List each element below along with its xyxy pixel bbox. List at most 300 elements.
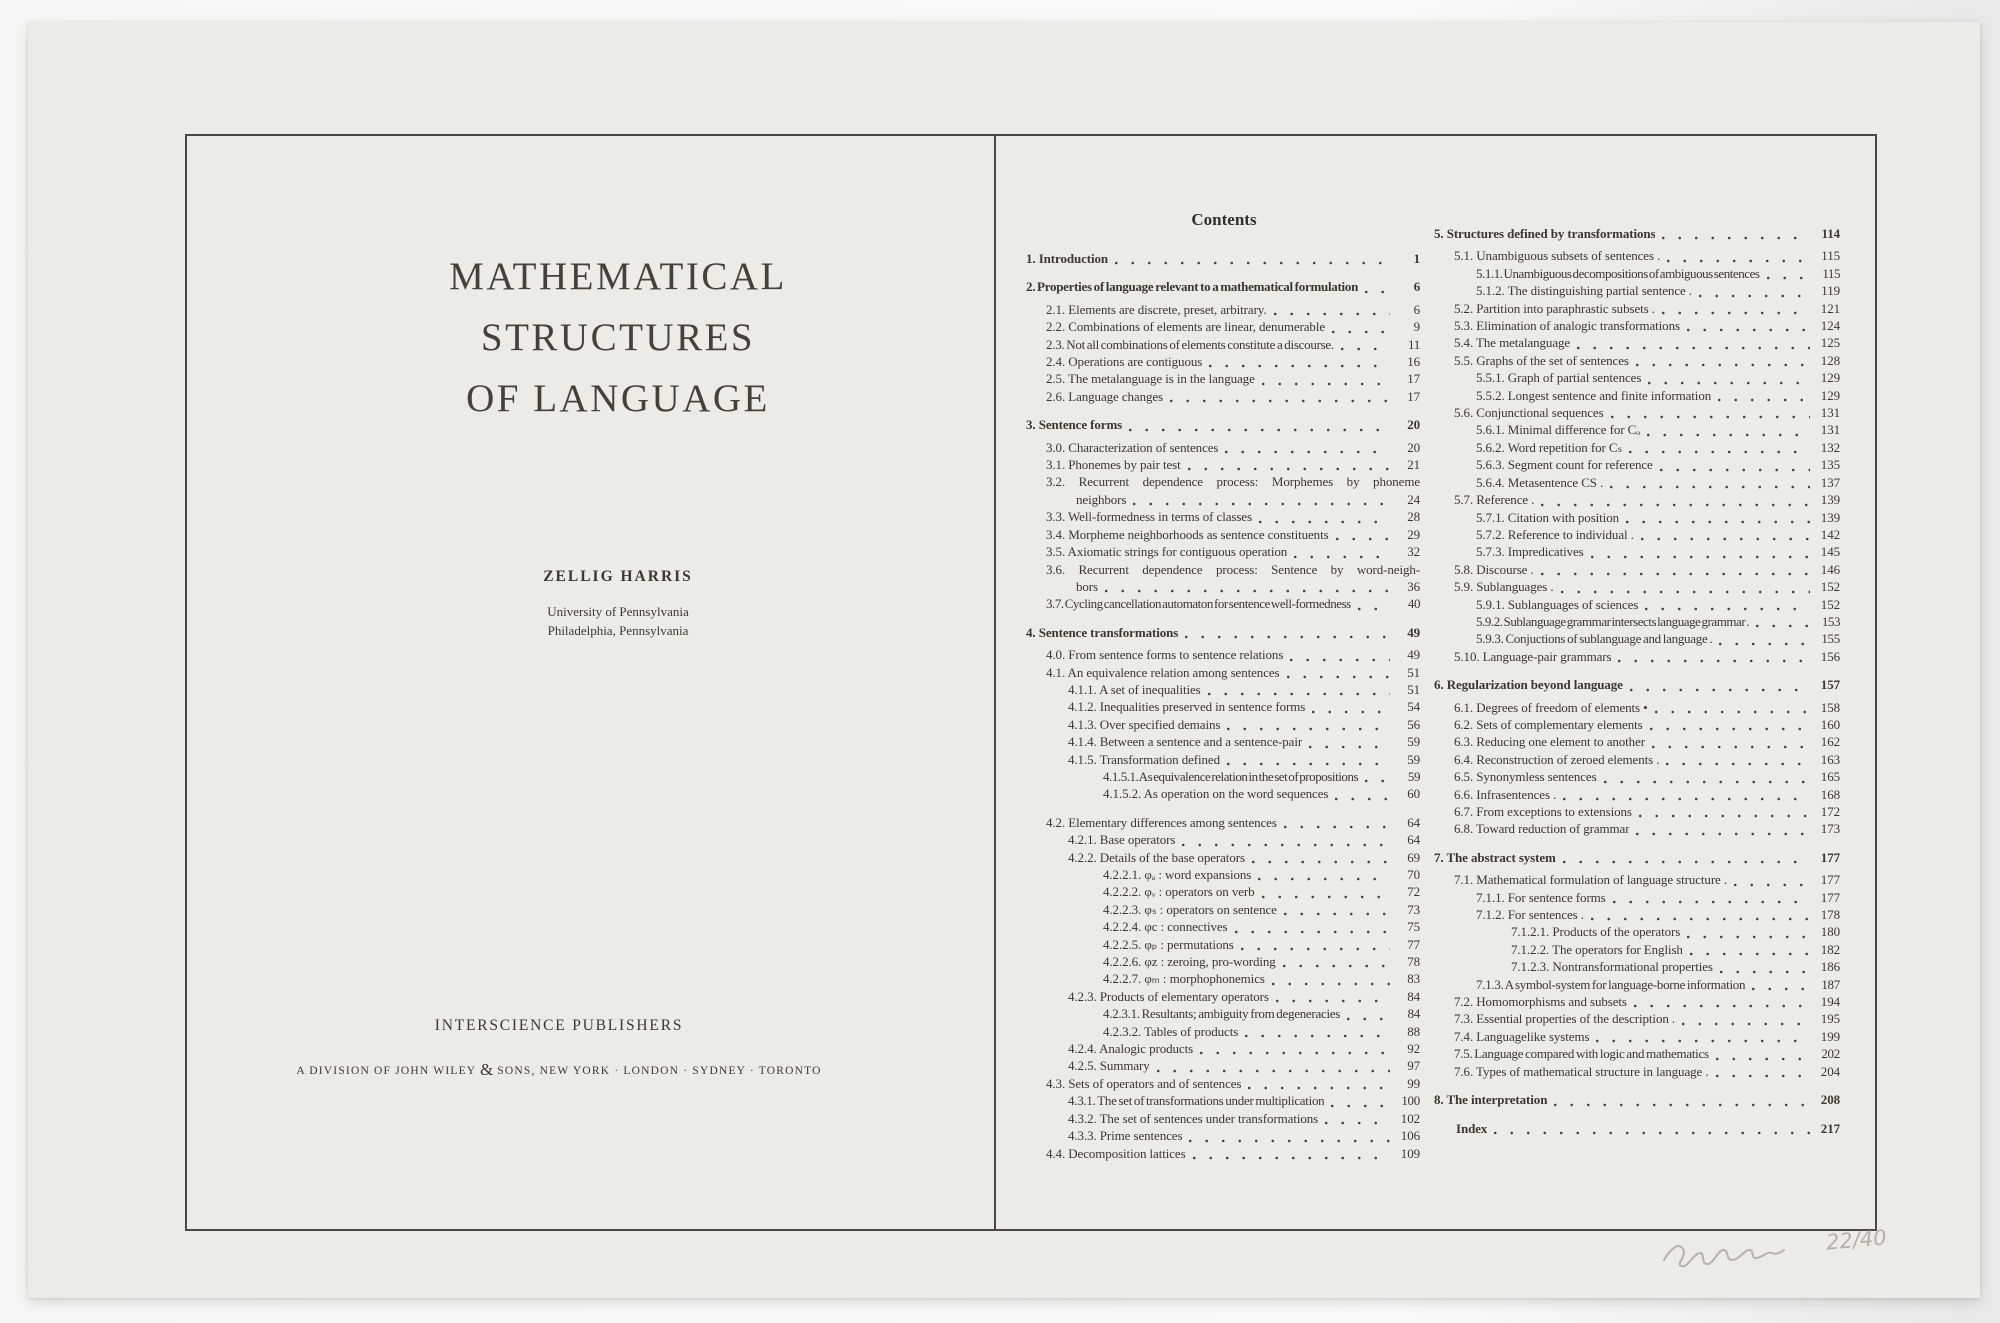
toc-entry-page: 106 bbox=[1400, 1128, 1420, 1144]
leader-dots bbox=[1577, 346, 1810, 350]
toc-entry bbox=[1434, 369, 1840, 386]
toc-entry-label: 7.1.2. For sentences . bbox=[1476, 907, 1584, 923]
leader-dots bbox=[1365, 290, 1390, 294]
toc-entry bbox=[1434, 404, 1840, 421]
toc-entry-label: 2.2. Combinations of elements are linear, denumerable bbox=[1046, 319, 1326, 335]
book-title-line: OF LANGUAGE bbox=[466, 377, 770, 420]
toc-entry bbox=[1434, 786, 1840, 803]
toc-entry-label: 5.6.3. Segment count for reference bbox=[1476, 457, 1653, 473]
leader-dots bbox=[1630, 688, 1810, 692]
leader-dots bbox=[1208, 692, 1390, 696]
toc-entry bbox=[1434, 578, 1840, 595]
toc-entry-label: 3.7. Cycling cancellation automaton for sentence well-formedness bbox=[1046, 596, 1351, 612]
toc-entry-page: 177 bbox=[1820, 872, 1840, 888]
leader-dots bbox=[1245, 1034, 1390, 1038]
book-page-sheet bbox=[28, 22, 1980, 1298]
toc-entry-label: 5.8. Discourse . bbox=[1454, 561, 1534, 577]
toc-entry bbox=[1026, 388, 1420, 405]
toc-entry bbox=[1434, 630, 1840, 647]
toc-entry-page: 11 bbox=[1408, 336, 1420, 352]
toc-entry-page: 177 bbox=[1820, 889, 1840, 905]
toc-entry-page: 129 bbox=[1820, 387, 1840, 403]
leader-dots bbox=[1290, 658, 1390, 662]
book-title bbox=[243, 246, 993, 429]
book-title-line: STRUCTURES bbox=[480, 316, 756, 359]
toc-entry-label: 7. The abstract system bbox=[1434, 849, 1556, 865]
toc-entry bbox=[1434, 941, 1840, 958]
toc-entry bbox=[1434, 676, 1840, 693]
toc-entry-label: 4.1.3. Over specified demains bbox=[1068, 716, 1221, 732]
toc-entry-label: 4.2.3.2. Tables of products bbox=[1103, 1023, 1239, 1039]
toc-entry bbox=[1434, 1045, 1840, 1062]
toc-entry-label: 4. Sentence transformations bbox=[1026, 624, 1179, 640]
toc-entry-page: 83 bbox=[1407, 971, 1420, 987]
leader-dots bbox=[1660, 468, 1810, 472]
pencil-annotation bbox=[1658, 1220, 1918, 1290]
leader-dots bbox=[1626, 520, 1810, 524]
toc-entry-label: 6. Regularization beyond language bbox=[1434, 677, 1623, 693]
toc-entry-label: 4.4. Decomposition lattices bbox=[1046, 1145, 1186, 1161]
toc-entry bbox=[1434, 923, 1840, 940]
toc-entry bbox=[1434, 282, 1840, 299]
leader-dots bbox=[1335, 797, 1390, 801]
leader-dots bbox=[1341, 347, 1390, 351]
toc-entry bbox=[1026, 278, 1420, 295]
toc-entry bbox=[1026, 716, 1420, 733]
toc-entry bbox=[1026, 664, 1420, 681]
leader-dots bbox=[1636, 363, 1810, 367]
toc-entry-page: 194 bbox=[1820, 994, 1840, 1010]
toc-entry-page: 158 bbox=[1820, 699, 1840, 715]
toc-column-1 bbox=[1026, 250, 1420, 1162]
toc-entry-page: 64 bbox=[1407, 814, 1420, 830]
toc-entry bbox=[1434, 247, 1840, 264]
toc-entry-label: 4.3.2. The set of sentences under transformations bbox=[1068, 1110, 1319, 1126]
leader-dots bbox=[1325, 1121, 1390, 1125]
signature-scribble bbox=[1658, 1226, 1818, 1276]
leader-dots bbox=[1591, 917, 1810, 921]
leader-dots bbox=[1650, 727, 1810, 731]
toc-entry-page: 165 bbox=[1820, 769, 1840, 785]
toc-entry-page: 97 bbox=[1407, 1058, 1420, 1074]
edition-number: 22/40 bbox=[1825, 1225, 1888, 1255]
toc-entry bbox=[1434, 751, 1840, 768]
toc-entry-page: 24 bbox=[1407, 491, 1420, 507]
toc-entry bbox=[1026, 849, 1420, 866]
toc-entry-label: 4.0. From sentence forms to sentence relations bbox=[1046, 647, 1284, 663]
toc-entry-label: 5.5.2. Longest sentence and finite information bbox=[1476, 387, 1712, 403]
toc-entry-label: 4.2. Elementary differences among sentences bbox=[1046, 814, 1277, 830]
toc-entry-page: 1 bbox=[1413, 251, 1420, 266]
toc-entry bbox=[1026, 370, 1420, 387]
leader-dots bbox=[1716, 1057, 1810, 1061]
leader-dots bbox=[1259, 520, 1390, 524]
toc-entry bbox=[1026, 681, 1420, 698]
toc-entry-label: 4.1.4. Between a sentence and a sentence-pair bbox=[1068, 734, 1303, 750]
toc-entry-continuation bbox=[1026, 578, 1420, 595]
toc-entry-page: 142 bbox=[1820, 526, 1840, 542]
contents-heading: Contents bbox=[1191, 210, 1257, 229]
division-suffix: SONS, NEW YORK · LONDON · SYDNEY · TORONTO bbox=[497, 1065, 822, 1077]
toc-entry bbox=[1434, 352, 1840, 369]
leader-dots bbox=[1182, 843, 1390, 847]
toc-entry-label: 6.4. Reconstruction of zeroed elements . bbox=[1454, 751, 1660, 767]
toc-entry-label: 2.3. Not all combinations of elements constitute a discourse. bbox=[1046, 336, 1334, 352]
toc-entry-label: 4.2.2.5. φₚ : permutations bbox=[1103, 936, 1234, 952]
toc-entry-page: 168 bbox=[1820, 786, 1840, 802]
toc-entry bbox=[1026, 561, 1420, 578]
leader-dots bbox=[1639, 814, 1810, 818]
toc-entry-page: 155 bbox=[1821, 631, 1840, 647]
toc-entry-label: 2. Properties of language relevant to a mathematical formulation bbox=[1026, 279, 1359, 295]
toc-entry bbox=[1434, 387, 1840, 404]
toc-entry-label: 4.2.2. Details of the base operators bbox=[1068, 849, 1245, 865]
toc-entry-page: 202 bbox=[1821, 1046, 1840, 1062]
toc-entry-label: 5.6.1. Minimal difference for Cₒ bbox=[1476, 422, 1640, 438]
leader-dots bbox=[1563, 797, 1810, 801]
toc-entry-label: 4.2.2.6. φz : zeroing, pro-wording bbox=[1103, 954, 1276, 970]
toc-entry-label: 4.1.1. A set of inequalities bbox=[1068, 681, 1201, 697]
publisher-division bbox=[159, 1060, 959, 1080]
toc-entry-page: 69 bbox=[1407, 849, 1420, 865]
leader-dots bbox=[1719, 642, 1810, 646]
toc-entry-label: 7.2. Homomorphisms and subsets bbox=[1454, 994, 1627, 1010]
leader-dots bbox=[1662, 311, 1810, 315]
toc-entry-page: 115 bbox=[1822, 265, 1840, 281]
ampersand-glyph: & bbox=[479, 1060, 494, 1079]
leader-dots bbox=[1716, 1074, 1811, 1078]
toc-entry-page: 59 bbox=[1407, 751, 1420, 767]
toc-entry bbox=[1434, 716, 1840, 733]
toc-entry bbox=[1434, 993, 1840, 1010]
toc-entry-page: 145 bbox=[1820, 544, 1840, 560]
toc-entry-label: 5.1.1. Unambiguous decompositions of ambiguous sentences bbox=[1476, 265, 1760, 281]
toc-entry bbox=[1026, 353, 1420, 370]
toc-entry bbox=[1434, 768, 1840, 785]
toc-entry bbox=[1026, 1023, 1420, 1040]
toc-entry-page: 172 bbox=[1820, 804, 1840, 819]
leader-dots bbox=[1662, 236, 1810, 240]
toc-entry bbox=[1026, 543, 1420, 560]
leader-dots bbox=[1358, 607, 1390, 611]
leader-dots bbox=[1541, 503, 1810, 507]
toc-entry-label: 7.1.1. For sentence forms bbox=[1476, 889, 1606, 905]
toc-entry-label: 5.7. Reference . bbox=[1454, 492, 1535, 508]
leader-dots bbox=[1641, 537, 1810, 541]
author-name: ZELLIG HARRIS bbox=[543, 568, 693, 585]
leader-dots bbox=[1262, 895, 1390, 899]
toc-entry-page: 163 bbox=[1820, 751, 1840, 767]
leader-dots bbox=[1283, 964, 1390, 968]
toc-entry-label: 1. Introduction bbox=[1026, 251, 1109, 266]
toc-entry bbox=[1026, 768, 1420, 785]
toc-entry-label: 7.5. Language compared with logic and mathematics bbox=[1454, 1046, 1709, 1062]
toc-entry-label: 5.7.1. Citation with position bbox=[1476, 509, 1619, 525]
leader-dots bbox=[1227, 727, 1390, 731]
toc-entry bbox=[1026, 526, 1420, 543]
toc-entry-label: 2.1. Elements are discrete, preset, arbitrary. bbox=[1046, 301, 1267, 317]
toc-entry-label: 2.6. Language changes bbox=[1046, 388, 1164, 404]
toc-entry-page: 29 bbox=[1407, 526, 1420, 542]
toc-entry-label: 5.2. Partition into paraphrastic subsets . bbox=[1454, 300, 1655, 316]
toc-entry bbox=[1026, 1005, 1420, 1022]
toc-entry-page: 73 bbox=[1407, 901, 1420, 917]
leader-dots bbox=[1636, 832, 1810, 836]
leader-dots bbox=[1274, 312, 1390, 316]
toc-entry-label: 5.5. Graphs of the set of sentences bbox=[1454, 352, 1629, 368]
toc-entry-label: 4.3. Sets of operators and of sentences bbox=[1046, 1075, 1242, 1091]
toc-entry-label: 6.7. From exceptions to extensions bbox=[1454, 804, 1632, 819]
toc-entry-page: 59 bbox=[1407, 734, 1420, 750]
toc-entry-label: 4.1. An equivalence relation among sentences bbox=[1046, 664, 1280, 680]
toc-entry-label: 8. The interpretation bbox=[1434, 1092, 1548, 1108]
toc-entry-label: 6.3. Reducing one element to another bbox=[1454, 734, 1645, 750]
leader-dots bbox=[1272, 982, 1390, 986]
toc-entry-page: 137 bbox=[1820, 474, 1840, 490]
leader-dots bbox=[1225, 450, 1390, 454]
author-affiliation bbox=[243, 602, 993, 640]
leader-dots bbox=[1284, 825, 1390, 829]
leader-dots bbox=[1331, 1104, 1390, 1108]
leader-dots bbox=[1241, 947, 1390, 951]
leader-dots bbox=[1687, 328, 1810, 332]
toc-entry-label: 5.9.2. Sublanguage grammar intersects language grammar . bbox=[1476, 613, 1750, 629]
toc-entry-label: 4.3.1. The set of transformations under multiplication bbox=[1068, 1093, 1325, 1109]
toc-entry bbox=[1434, 421, 1840, 438]
leader-dots bbox=[1690, 952, 1810, 956]
toc-entry-page: 75 bbox=[1407, 919, 1420, 935]
leader-dots bbox=[1734, 883, 1810, 887]
toc-entry bbox=[1434, 225, 1840, 242]
toc-entry-page: 115 bbox=[1821, 248, 1840, 264]
toc-entry bbox=[1026, 646, 1420, 663]
toc-entry bbox=[1026, 953, 1420, 970]
toc-entry-label: 5.7.2. Reference to individual . bbox=[1476, 526, 1634, 542]
toc-entry-page: 84 bbox=[1407, 988, 1420, 1004]
toc-column-2 bbox=[1434, 225, 1840, 1142]
toc-entry-page: 135 bbox=[1820, 457, 1840, 473]
toc-entry bbox=[1026, 456, 1420, 473]
leader-dots bbox=[1170, 399, 1390, 403]
toc-entry bbox=[1026, 751, 1420, 768]
toc-entry bbox=[1434, 300, 1840, 317]
toc-entry-label: 7.1.2.1. Products of the operators bbox=[1511, 924, 1681, 940]
leader-dots bbox=[1563, 860, 1810, 864]
toc-entry-label: 5.1.2. The distinguishing partial sentence . bbox=[1476, 283, 1692, 299]
toc-entry-label: 6.1. Degrees of freedom of elements • bbox=[1454, 699, 1648, 715]
leader-dots bbox=[1720, 970, 1810, 974]
toc-entry bbox=[1026, 785, 1420, 802]
toc-entry bbox=[1026, 901, 1420, 918]
leader-dots bbox=[1610, 485, 1810, 489]
toc-entry-page: 78 bbox=[1407, 954, 1420, 970]
toc-entry bbox=[1434, 889, 1840, 906]
toc-entry-label: 3.1. Phonemes by pair test bbox=[1046, 457, 1181, 473]
toc-entry-page: 152 bbox=[1820, 579, 1840, 595]
leader-dots bbox=[1591, 555, 1810, 559]
toc-entry-page: 217 bbox=[1820, 1120, 1840, 1136]
toc-entry-page: 109 bbox=[1400, 1145, 1420, 1161]
toc-entry-label: 5.5.1. Graph of partial sentences bbox=[1476, 370, 1642, 386]
toc-entry-label: 4.2.4. Analogic products bbox=[1068, 1041, 1194, 1057]
toc-entry bbox=[1026, 595, 1420, 612]
toc-entry-page: 51 bbox=[1407, 664, 1420, 680]
toc-entry-page: 9 bbox=[1413, 319, 1420, 335]
toc-entry bbox=[1434, 509, 1840, 526]
book-title-line: MATHEMATICAL bbox=[449, 255, 787, 298]
toc-entry-page: 17 bbox=[1407, 371, 1420, 387]
toc-entry-page: 119 bbox=[1821, 283, 1840, 299]
toc-entry-label: 5.1. Unambiguous subsets of sentences . bbox=[1454, 248, 1661, 264]
toc-entry-label: 5.9.3. Conjuctions of sublanguage and language . bbox=[1476, 631, 1713, 647]
toc-entry-page: 156 bbox=[1820, 648, 1840, 664]
toc-entry-label: 5.10. Language-pair grammars bbox=[1454, 648, 1612, 664]
leader-dots bbox=[1652, 745, 1810, 749]
leader-dots bbox=[1494, 1131, 1810, 1135]
toc-entry-label: 4.2.5. Summary bbox=[1068, 1058, 1150, 1074]
toc-entry bbox=[1434, 1010, 1840, 1027]
toc-entry-label: 4.1.5.1. As equivalence relation in the set of propositions bbox=[1103, 768, 1359, 784]
leader-dots bbox=[1645, 607, 1810, 611]
toc-entry-label: 5.6.4. Metasentence CS . bbox=[1476, 474, 1604, 490]
toc-entry bbox=[1026, 1075, 1420, 1092]
toc-entry bbox=[1026, 988, 1420, 1005]
toc-entry bbox=[1026, 1057, 1420, 1074]
leader-dots bbox=[1613, 900, 1810, 904]
toc-entry-label: 3.5. Axiomatic strings for contiguous operation bbox=[1046, 544, 1288, 560]
toc-entry-page: 129 bbox=[1820, 370, 1840, 386]
leader-dots bbox=[1604, 780, 1810, 784]
toc-entry-page: 54 bbox=[1407, 699, 1420, 715]
toc-entry-page: 139 bbox=[1820, 509, 1840, 525]
leader-dots bbox=[1541, 572, 1810, 576]
toc-entry bbox=[1026, 473, 1420, 490]
toc-entry-page: 132 bbox=[1820, 439, 1840, 455]
toc-entry-page: 162 bbox=[1820, 734, 1840, 750]
toc-entry-page: 51 bbox=[1407, 681, 1420, 697]
toc-entry-page: 59 bbox=[1407, 768, 1420, 784]
toc-entry-page: 36 bbox=[1407, 578, 1420, 594]
leader-dots bbox=[1105, 589, 1390, 593]
toc-entry-label: 2.4. Operations are contiguous bbox=[1046, 354, 1203, 370]
toc-entry-label: 7.1.2.3. Nontransformational properties bbox=[1511, 959, 1713, 975]
toc-entry bbox=[1434, 1120, 1840, 1137]
toc-entry-label: 3. Sentence forms bbox=[1026, 417, 1123, 433]
toc-entry-page: 146 bbox=[1820, 561, 1840, 577]
toc-entry-page: 77 bbox=[1407, 936, 1420, 952]
toc-entry-page: 152 bbox=[1820, 596, 1840, 612]
leader-dots bbox=[1309, 745, 1390, 749]
leader-dots bbox=[1667, 259, 1810, 263]
toc-entry-page: 204 bbox=[1820, 1063, 1840, 1079]
leader-dots bbox=[1682, 1022, 1810, 1026]
toc-entry bbox=[1026, 866, 1420, 883]
toc-entry-page: 72 bbox=[1407, 884, 1420, 900]
toc-entry-page: 157 bbox=[1820, 677, 1840, 693]
leader-dots bbox=[1347, 1017, 1390, 1021]
toc-entry bbox=[1434, 474, 1840, 491]
leader-dots bbox=[1699, 294, 1810, 298]
toc-entry-label: 4.2.3. Products of elementary operators bbox=[1068, 988, 1269, 1004]
toc-entry bbox=[1434, 820, 1840, 837]
toc-entry-label: 7.1.2.2. The operators for English bbox=[1511, 941, 1683, 957]
toc-entry-page: 99 bbox=[1407, 1075, 1420, 1091]
leader-dots bbox=[1262, 382, 1390, 386]
leader-dots bbox=[1189, 1139, 1390, 1143]
toc-entry-label: 4.2.2.3. φₛ : operators on sentence bbox=[1103, 901, 1277, 917]
toc-entry bbox=[1434, 596, 1840, 613]
toc-entry bbox=[1026, 883, 1420, 900]
toc-entry bbox=[1026, 1092, 1420, 1109]
leader-dots bbox=[1756, 624, 1810, 628]
toc-entry-label: 4.2.2.1. φₐ : word expansions bbox=[1103, 867, 1252, 882]
toc-entry bbox=[1434, 906, 1840, 923]
toc-entry-page: 40 bbox=[1407, 596, 1420, 612]
leader-dots bbox=[1611, 415, 1810, 419]
leader-dots bbox=[1193, 1156, 1390, 1160]
toc-entry-page: 70 bbox=[1407, 867, 1420, 882]
toc-entry-page: 16 bbox=[1407, 354, 1420, 370]
toc-entry-label: 4.1.5.2. As operation on the word sequences bbox=[1103, 786, 1329, 802]
toc-entry-label: 4.1.2. Inequalities preserved in sentence forms bbox=[1068, 699, 1306, 715]
toc-entry bbox=[1434, 561, 1840, 578]
toc-entry-label: 7.6. Types of mathematical structure in language . bbox=[1454, 1063, 1709, 1079]
toc-entry bbox=[1026, 416, 1420, 433]
toc-entry bbox=[1026, 1110, 1420, 1127]
toc-entry-page: 88 bbox=[1407, 1023, 1420, 1039]
toc-entry-label: 5.9.1. Sublanguages of sciences bbox=[1476, 596, 1639, 612]
toc-entry bbox=[1434, 334, 1840, 351]
leader-dots bbox=[1666, 762, 1810, 766]
toc-entry-label: 5.4. The metalanguage bbox=[1454, 335, 1571, 351]
affiliation-line: Philadelphia, Pennsylvania bbox=[547, 623, 689, 638]
toc-entry-label: bors bbox=[1076, 578, 1098, 594]
toc-entry-page: 208 bbox=[1820, 1092, 1840, 1108]
leader-dots bbox=[1648, 381, 1810, 385]
toc-entry bbox=[1026, 918, 1420, 935]
toc-entry-label: 7.4. Languagelike systems bbox=[1454, 1028, 1590, 1044]
toc-entry-page: 28 bbox=[1407, 509, 1420, 525]
toc-entry-label: 4.2.2.7. φₘ : morphophonemics bbox=[1103, 971, 1265, 987]
toc-entry-label: 4.2.1. Base operators bbox=[1068, 832, 1176, 848]
toc-entry bbox=[1026, 624, 1420, 641]
toc-entry-label: 3.2. Recurrent dependence process: Morphemes by phoneme bbox=[1046, 474, 1420, 490]
leader-dots bbox=[1655, 710, 1810, 714]
page-divider-line bbox=[994, 134, 996, 1229]
toc-entry-label: 7.1.3. A symbol-system for language-borne information bbox=[1476, 976, 1746, 992]
toc-entry-continuation bbox=[1026, 491, 1420, 508]
toc-entry-label: 2.5. The metalanguage is in the language bbox=[1046, 371, 1255, 387]
toc-entry-label: 3.0. Characterization of sentences bbox=[1046, 439, 1219, 455]
toc-entry-label: 4.2.3.1. Resultants; ambiguity from degeneracies bbox=[1103, 1006, 1341, 1022]
leader-dots bbox=[1687, 935, 1810, 939]
toc-entry-label: 7.3. Essential properties of the description . bbox=[1454, 1011, 1676, 1027]
toc-entry bbox=[1026, 301, 1420, 318]
toc-entry-label: 4.2.2.2. φᵥ : operators on verb bbox=[1103, 884, 1255, 900]
toc-entry bbox=[1026, 508, 1420, 525]
toc-entry bbox=[1434, 849, 1840, 866]
leader-dots bbox=[1129, 428, 1390, 432]
leader-dots bbox=[1647, 433, 1810, 437]
leader-dots bbox=[1294, 555, 1390, 559]
toc-entry bbox=[1434, 1063, 1840, 1080]
toc-entry-page: 56 bbox=[1407, 716, 1420, 732]
leader-dots bbox=[1561, 590, 1810, 594]
toc-entry-page: 139 bbox=[1820, 492, 1840, 508]
toc-entry bbox=[1026, 1040, 1420, 1057]
toc-entry-page: 49 bbox=[1407, 624, 1420, 640]
toc-entry-page: 131 bbox=[1820, 422, 1840, 438]
